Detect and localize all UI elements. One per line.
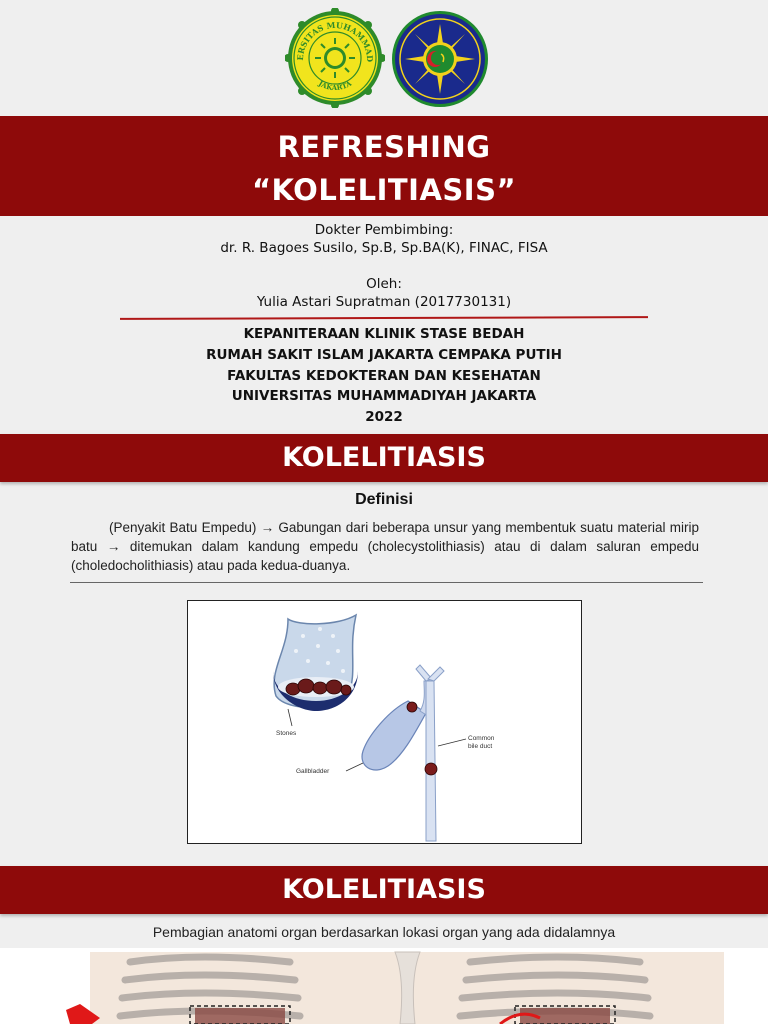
institution-block — [0, 324, 768, 428]
definition-heading: Definisi — [355, 491, 413, 508]
seal-ring-text: ERSITAS MUHAMMAD — [294, 19, 376, 63]
anatomy-caption: Pembagian anatomi organ berdasarkan lokasi organ yang ada didalamnya — [152, 924, 616, 940]
title-line-2: “KOLELITIASIS” — [251, 173, 517, 207]
title-line-1: REFRESHING — [277, 130, 491, 164]
label-bile-duct: bile duct — [468, 743, 493, 750]
section-divider — [70, 582, 703, 583]
author-name: Yulia Astari Supratman (2017730131) — [256, 294, 512, 310]
institution-line: UNIVERSITAS MUHAMMADIYAH JAKARTA — [231, 388, 537, 405]
institution-year: 2022 — [365, 409, 403, 426]
slide-heading: KOLELITIASIS — [0, 434, 768, 482]
definition-text: (Penyakit Batu Empedu) → Gabungan dari beberapa unsur yang membentuk suatu material mirip batu → ditemukan dalam kandung empedu (cholecystolithiasis) atau di dalam saluran empedu (choledocholithiasis) atau pada kedua-duanya. — [71, 520, 699, 573]
author-label: Oleh: — [366, 276, 402, 292]
slide-heading: KOLELITIASIS — [0, 866, 768, 914]
logo-bar — [0, 8, 768, 112]
label-gallbladder: Gallbladder — [296, 768, 330, 775]
institution-line: KEPANITERAAN KLINIK STASE BEDAH — [243, 326, 525, 342]
supervisor-label: Dokter Pembimbing: — [314, 222, 454, 238]
gallstone-illustration — [187, 600, 582, 844]
divider-line — [120, 316, 648, 320]
institution-line: FAKULTAS KEDOKTERAN DAN KESEHATAN — [227, 367, 541, 384]
label-stones: Stones — [276, 730, 297, 737]
anatomy-ribcage-illustration — [0, 948, 768, 1024]
label-common: Common — [468, 735, 495, 742]
supervisor-name: dr. R. Bagoes Susilo, Sp.B, Sp.BA(K), FINAC, FISA — [220, 240, 548, 256]
muhammadiyah-emblem-logo — [391, 10, 489, 108]
seal-bottom-text: JAKARTA — [316, 78, 354, 93]
institution-line: RUMAH SAKIT ISLAM JAKARTA CEMPAKA PUTIH — [206, 346, 562, 363]
umj-seal-logo — [285, 8, 385, 108]
title-banner — [0, 116, 768, 216]
